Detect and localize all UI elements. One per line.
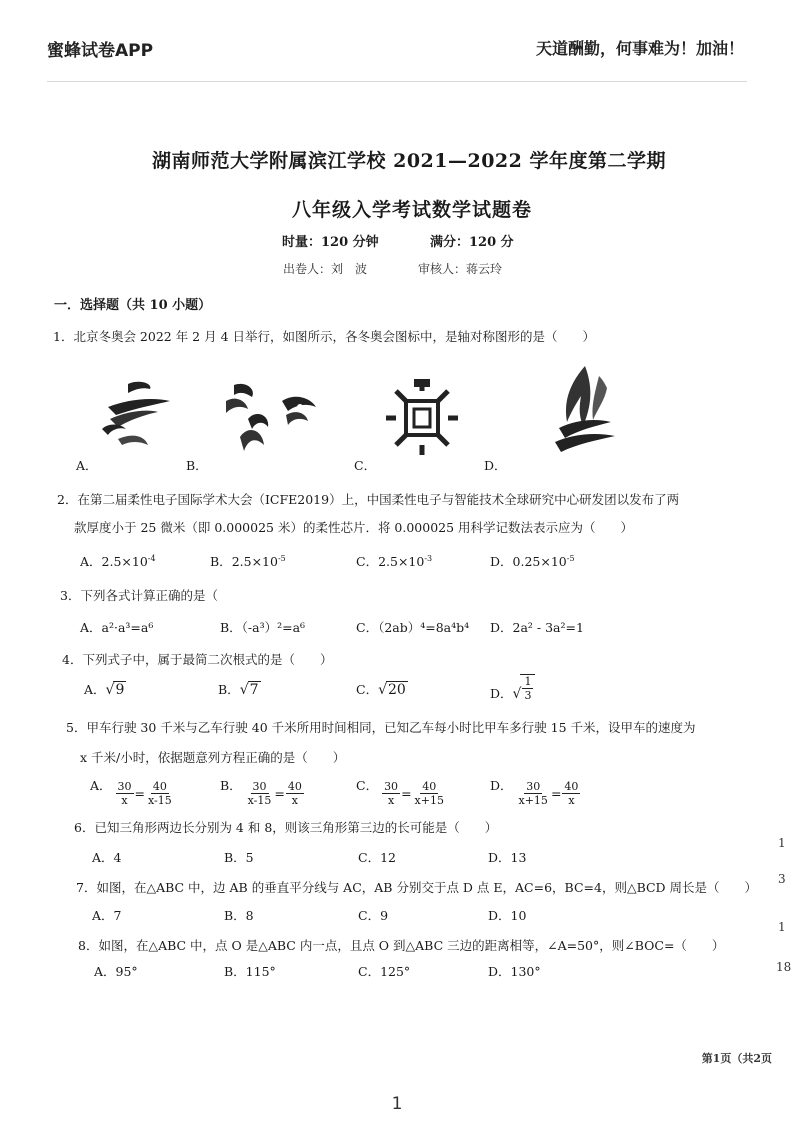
q3-option-d: D．2a² - 3a²=1 [490, 620, 584, 635]
sheet-page-mark: 第1页（共2页 [701, 1052, 772, 1065]
winter-olympic-logo-b [212, 379, 324, 463]
question-1: 1．北京冬奥会 2022 年 2 月 4 日举行，如图所示，各冬奥会图标中，是轴对称图形的是（ ） [53, 329, 596, 344]
q6-option-b: B．5 [224, 850, 254, 865]
slogan: 天道酬勤，何事难为！加油！ [535, 39, 744, 58]
q4-option-c: C． √ 20 [356, 682, 406, 698]
question-2: 2．在第二届柔性电子国际学术大会（ICFE2019）上，中国柔性电子与智能技术全球研究中心研发团以发布了两 [57, 492, 680, 507]
question-5-cont: x 千米/小时，依据题意列方程正确的是（ ） [80, 750, 346, 765]
exam-score: 满分：120 分 [430, 235, 514, 250]
margin-mark: 1 [778, 920, 786, 934]
q6-option-a: A．4 [92, 850, 122, 865]
exam-author: 出卷人：刘 波 [283, 262, 368, 276]
app-name: 蜜蜂试卷APP [47, 41, 154, 61]
question-2-cont: 款厚度小于 25 微米（即 0.000025 米）的柔性芯片．将 0.000025 用科学记数法表示应为（ ） [74, 520, 634, 535]
header-divider [47, 81, 747, 82]
q3-option-a: A．a²·a³=a⁶ [80, 620, 154, 635]
question-5: 5．甲车行驶 30 千米与乙车行驶 40 千米所用时间相同，已知乙车每小时比甲车多行驶 15 千米，设甲车的速度为 [66, 720, 696, 735]
exam-subtitle: 八年级入学考试数学试题卷 [292, 199, 533, 221]
q2-option-a: A．$2.5\times 10^{-4}$ [80, 553, 156, 569]
q8-option-c: C．125° [358, 964, 411, 979]
page-number: 1 [391, 1094, 403, 1114]
q5-option-a: A． $\frac{30}{x}$ = $\frac{40}{x-15}$ [90, 778, 172, 807]
q6-option-d: D．13 [488, 850, 527, 865]
question-3: 3．下列各式计算正确的是（ [60, 588, 218, 603]
q8-option-b: B．115° [224, 964, 276, 979]
question-7: 7．如图，在△ABC 中，边 AB 的垂直平分线与 AC，AB 分别交于点 D 点 E，AC=6，BC=4，则△BCD 周长是（ ） [76, 880, 758, 895]
winter-olympic-logo-d [545, 362, 619, 458]
q7-option-d: D．10 [488, 908, 527, 923]
exam-reviewer: 审核人：蒋云玲 [418, 262, 503, 276]
q1-option-a: A． [76, 458, 98, 473]
q5-option-d: D． $\frac{30}{x+15}$ = $\frac{40}{x}$ [490, 778, 579, 807]
question-4: 4．下列式子中，属于最简二次根式的是（ ） [62, 652, 333, 667]
q4-option-b: B． √ 7 [218, 682, 259, 698]
winter-olympic-logo-c [382, 377, 462, 459]
exam-title: 湖南师范大学附属滨江学校 2021—2022 学年度第二学期 [152, 150, 666, 172]
q4-option-a: A． √ 9 [84, 682, 125, 698]
margin-mark: 18 [776, 960, 792, 974]
q2-option-c: C．$2.5\times 10^{-3}$ [356, 553, 433, 569]
q8-option-a: A．95° [94, 964, 138, 979]
question-8: 8．如图，在△ABC 中，点 O 是△ABC 内一点，且点 O 到△ABC 三边的距离相等，∠A=50°，则∠BOC=（ ） [78, 938, 725, 953]
margin-mark: 3 [778, 872, 786, 886]
q2-option-b: B．$2.5\times 10^{-5}$ [210, 553, 286, 569]
q7-option-a: A．7 [92, 908, 122, 923]
q4-option-d: D． √ $\frac{1}{3}$ [490, 674, 535, 702]
q3-option-c: C．（2ab）⁴=8a⁴b⁴ [356, 620, 470, 635]
app-header [0, 0, 794, 82]
q2-option-d: D．$0.25\times 10^{-5}$ [490, 553, 575, 569]
question-6: 6．已知三角形两边长分别为 4 和 8，则该三角形第三边的长可能是（ ） [74, 820, 498, 835]
margin-mark: 1 [778, 836, 786, 850]
exam-sheet [40, 84, 760, 1084]
q5-option-c: C． $\frac{30}{x}$ = $\frac{40}{x+15}$ [356, 778, 444, 807]
q1-option-c: C． [354, 458, 377, 473]
q7-option-c: C．9 [358, 908, 389, 923]
q3-option-b: B．（-a³）²=a⁶ [220, 620, 306, 635]
exam-time: 时量：120 分钟 [282, 235, 379, 250]
winter-olympic-logo-a [98, 379, 176, 449]
q1-option-d: D． [484, 458, 507, 473]
q8-option-d: D．130° [488, 964, 541, 979]
q6-option-c: C．12 [358, 850, 396, 865]
q1-option-b: B． [186, 458, 208, 473]
section-heading: 一．选择题（共 10 小题） [54, 298, 212, 313]
q5-option-b: B． $\frac{30}{x-15}$ = $\frac{40}{x}$ [220, 778, 302, 807]
q7-option-b: B．8 [224, 908, 254, 923]
